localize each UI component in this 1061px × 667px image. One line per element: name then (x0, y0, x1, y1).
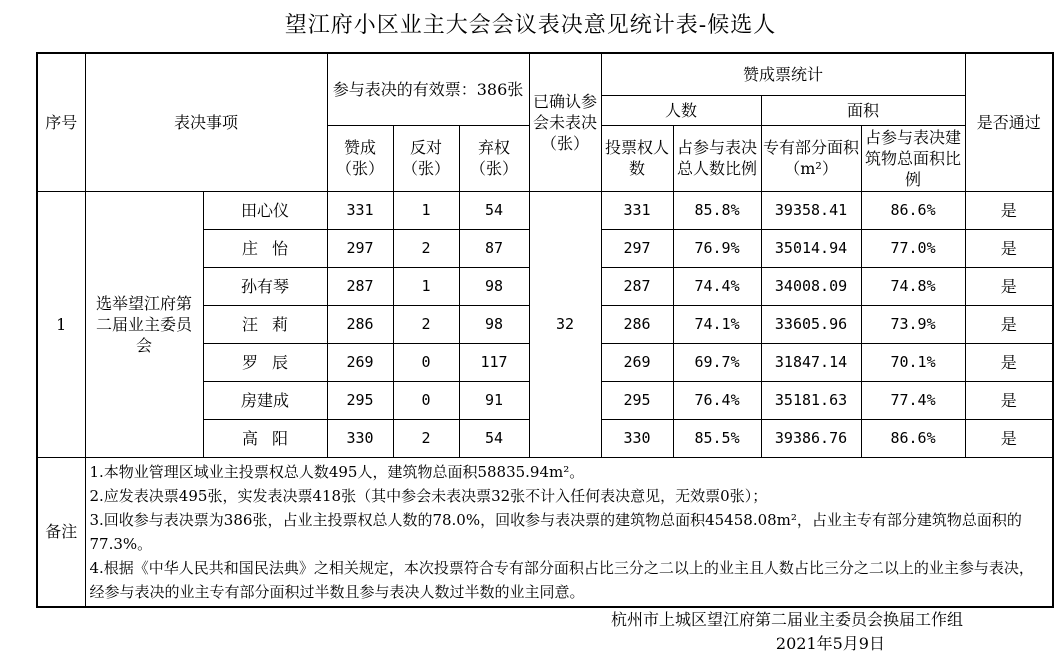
no-count: 1 (393, 267, 459, 305)
people-ratio: 85.5% (673, 419, 761, 457)
passed-value: 是 (965, 267, 1053, 305)
abstain-count: 117 (459, 343, 529, 381)
yes-count: 286 (327, 305, 393, 343)
area-ratio: 74.8% (861, 267, 965, 305)
people-ratio: 85.8% (673, 191, 761, 229)
note-line: 3.回收参与表决票为386张，占业主投票权总人数的78.0%，回收参与表决票的建筑物总面积45458.08m²，占业主专有部分建筑物总面积的77.3%。 (89, 510, 1022, 553)
area-ratio: 77.0% (861, 229, 965, 267)
note-line: 2.应发表决票495张，实发表决票418张（其中参会未表决票32张不计入任何表决意见，无效票0张）； (89, 486, 768, 505)
note-line: 1.本物业管理区域业主投票权总人数495人，建筑物总面积58835.94m²。 (89, 462, 585, 481)
no-count: 2 (393, 305, 459, 343)
vote-statistics-table (36, 52, 1054, 608)
yes-count: 269 (327, 343, 393, 381)
header-sub-area: 专有部分面积（m²） (761, 125, 861, 191)
candidate-name: 房建成 (203, 381, 327, 419)
area-ratio: 70.1% (861, 343, 965, 381)
people-ratio: 74.1% (673, 305, 761, 343)
header-yes-stats: 赞成票统计 (601, 53, 965, 95)
no-count: 2 (393, 419, 459, 457)
no-count: 2 (393, 229, 459, 267)
section-seq: 1 (37, 191, 85, 457)
area-ratio: 86.6% (861, 419, 965, 457)
no-count: 0 (393, 381, 459, 419)
table-row (37, 191, 1053, 229)
no-count: 1 (393, 191, 459, 229)
voter-count: 295 (601, 381, 673, 419)
area-value: 33605.96 (761, 305, 861, 343)
header-sub-people-ratio: 占参与表决总人数比例 (673, 125, 761, 191)
area-ratio: 77.4% (861, 381, 965, 419)
people-ratio: 74.4% (673, 267, 761, 305)
candidate-name: 汪莉 (203, 305, 327, 343)
abstain-count: 54 (459, 191, 529, 229)
notes-content (85, 457, 1053, 607)
note-line: 4.根据《中华人民共和国民法典》之相关规定，本次投票符合专有部分面积占比三分之二以上的业主且人数占比三分之二以上的业主参与表决，经参与表决的业主专有部分面积过半数且参与表决人数过半数的业主同意。 (89, 558, 1034, 601)
voter-count: 297 (601, 229, 673, 267)
area-value: 35014.94 (761, 229, 861, 267)
voter-count: 269 (601, 343, 673, 381)
header-passed: 是否通过 (965, 53, 1053, 191)
candidate-name: 庄怡 (203, 229, 327, 267)
area-value: 39386.76 (761, 419, 861, 457)
yes-count: 295 (327, 381, 393, 419)
issue-date: 2021年5月9日 (775, 634, 885, 653)
document-title: 望江府小区业主大会会议表决意见统计表-候选人 (284, 13, 777, 38)
abstain-count: 54 (459, 419, 529, 457)
header-sub-voters: 投票权人数 (601, 125, 673, 191)
passed-value: 是 (965, 343, 1053, 381)
header-seq: 序号 (37, 53, 85, 191)
yes-count: 287 (327, 267, 393, 305)
header-sub-yes: 赞成（张） (327, 125, 393, 191)
header-sub-abstain: 弃权（张） (459, 125, 529, 191)
header-item: 表决事项 (85, 53, 327, 191)
signature-block (611, 608, 963, 656)
candidate-name: 罗辰 (203, 343, 327, 381)
yes-count: 297 (327, 229, 393, 267)
area-ratio: 73.9% (861, 305, 965, 343)
abstain-count: 91 (459, 381, 529, 419)
area-value: 39358.41 (761, 191, 861, 229)
section-item: 选举望江府第二届业主委员会 (85, 191, 203, 457)
voter-count: 286 (601, 305, 673, 343)
header-area: 面积 (761, 95, 965, 125)
yes-count: 331 (327, 191, 393, 229)
passed-value: 是 (965, 229, 1053, 267)
yes-count: 330 (327, 419, 393, 457)
header-people: 人数 (601, 95, 761, 125)
issuing-organization: 杭州市上城区望江府第二届业主委员会换届工作组 (610, 610, 963, 629)
section-confirmed-absent: 32 (529, 191, 601, 457)
candidate-name: 孙有琴 (203, 267, 327, 305)
passed-value: 是 (965, 191, 1053, 229)
notes-label: 备注 (37, 457, 85, 607)
header-sub-no: 反对（张） (393, 125, 459, 191)
voter-count: 331 (601, 191, 673, 229)
area-value: 34008.09 (761, 267, 861, 305)
no-count: 0 (393, 343, 459, 381)
people-ratio: 76.4% (673, 381, 761, 419)
area-ratio: 86.6% (861, 191, 965, 229)
passed-value: 是 (965, 305, 1053, 343)
candidate-name: 高阳 (203, 419, 327, 457)
header-valid-votes: 参与表决的有效票：386张 (327, 53, 529, 125)
abstain-count: 98 (459, 305, 529, 343)
candidate-name: 田心仪 (203, 191, 327, 229)
abstain-count: 87 (459, 229, 529, 267)
passed-value: 是 (965, 381, 1053, 419)
voter-count: 287 (601, 267, 673, 305)
people-ratio: 69.7% (673, 343, 761, 381)
area-value: 31847.14 (761, 343, 861, 381)
header-confirmed-absent: 已确认参会未表决（张） (529, 53, 601, 191)
voter-count: 330 (601, 419, 673, 457)
people-ratio: 76.9% (673, 229, 761, 267)
abstain-count: 98 (459, 267, 529, 305)
notes-row (37, 457, 1053, 607)
header-sub-area-ratio: 占参与表决建筑物总面积比例 (861, 125, 965, 191)
area-value: 35181.63 (761, 381, 861, 419)
passed-value: 是 (965, 419, 1053, 457)
